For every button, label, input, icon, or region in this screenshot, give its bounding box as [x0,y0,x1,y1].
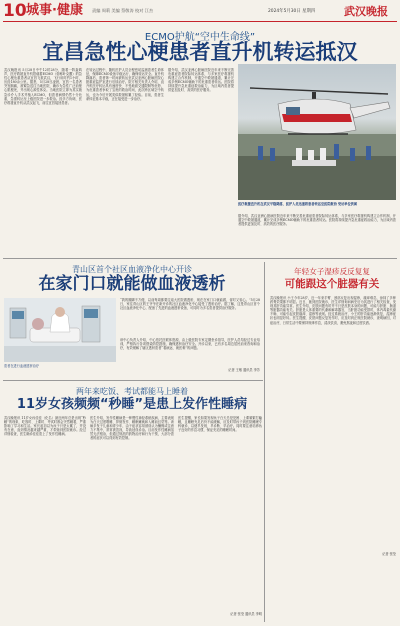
article-kicker: 年轻女子湿疹反反复复 [294,267,370,276]
article-body: 武汉晚报讯 小王今年28岁，近一年来手臂、颈部反复出现湿疹，瘙痒难忍，涂抹了多种药膏效果都不明显。近日，她到医院就诊，医生详细询问病史后为其进行了相关检查，发现其肝功能异常。医生介绍，皮肤问题有时并不只是皮肤本身的问题，可能与肝脏、肠道等脏器功能有关。肝脏是人体重要的代谢和解毒器官，当肝脏功能受损时，体内毒素代谢不畅，可能引起皮肤瘙痒、湿疹等表现。经过系统治疗，小王的肝功能逐渐恢复，湿疹症状也明显好转。医生提醒，皮肤问题反复发作时，应及时到正规医院就诊，查明病因，对症治疗，日常生活中要保持规律作息，清淡饮食，避免熬夜和过度饮酒。 [270,296,396,325]
byline: 记者 张莹 通讯员 李明 [230,612,262,616]
article-headline: 可能跟这个脏器有关 [284,278,380,290]
article-body-col1: 武汉晚报讯 11岁女孩佳佳（化名）最近两年总是出现“秒睡”的现象，吃饭时、上课时、考试时都会突然睡着，严重影响了学习和生活。家长起初以为孩子只是太累了，并没有在意，直到情况越来越严重，才带她到医院就诊。经过详细检查，医生确诊佳佳患上了发作性睡病。 [4,416,86,437]
article-ecmo-transfer [0,24,400,258]
byline: 记者 张莹 [382,552,396,556]
article-headline: 在家门口就能做血液透析 [38,274,226,294]
article-body-col1: 武汉晚报讯 5月28日中午12时28分，随着一阵轰鸣声，医疗救援直升机搭载着ECMO（俗称叶克膜）的急性心梗危重患者从宜昌飞抵武汉，飞行用时约1小时，历经180余公里。据悉，5月28日凌晨，宜昌一名患者突发胸痛，被紧急送往当地医院，确诊为急性广泛前壁心肌梗死，并出现心源性休克。当地医院立即为其实施急诊介入手术并植入ECMO，但患者病情仍然十分危重，急需转运至上级医院进一步救治。经多方协调，医疗救援直升机从武汉起飞，前往宜昌接回患者。 [4,68,82,105]
article-headline: 宜昌急性心梗患者直升机转运抵汉 [42,40,358,64]
helicopter-photo [238,64,396,200]
column-rule [264,262,265,622]
article-body-col3: 医生提醒，家长如果发现孩子白天总是犯困、上课频繁打瞌睡，且睡眠充足后仍不能缓解，应及时带孩子到医院睡眠专科就诊，以便早发现、早诊断、早治疗。同时要注意培养孩子良好的作息习惯，保证充足的睡眠时间。 [178,416,262,433]
photo-credit: 受访单位供图 [337,202,358,206]
article-body-col2: 在转运过程中，随机医护人员全程密切监测患者生命体征，保障ECMO设备平稳运行，确保转运安全。直升机降落后，患者第一时间被转运至武汉亚洲心脏病医院心脏重症监护室进行后续治疗。院方相关负责人介绍，直升机医疗转运具有速度快、不受地面交通限制等优势，为危重患者争取了宝贵的救治时间，此次跨区域空中转运，也为今后开展类似救援积累了经验。目前，患者生命体征基本平稳，正在接受进一步治疗。 [86,68,164,101]
article-kicker: 青山区首个社区血液净化中心开诊 [72,265,192,274]
section-divider [3,380,263,381]
article-body-col2: 该中心负责人介绍，中心依托医联体资源，由上级医院专家定期坐诊指导，医护人员均经过专业培训，严格执行各项感染防控措施，确保透析治疗安全。开诊以来，已有多名周边居民前来咨询和治疗，有效缓解了辖区透析患者“看病远、就医难”的问题。 [120,338,260,351]
article-dialysis-center [0,260,264,378]
paper-logo: 武汉晚报 [344,5,388,18]
photo-caption: 患者在进行血液透析治疗 [4,364,40,368]
masthead [0,0,400,24]
article-headline: 11岁女孩频频“秒睡”是患上发作性睡病 [16,397,248,412]
section-title: 城事·健康 [26,3,83,18]
section-divider [3,258,397,259]
issue-date: 2024年5月30日 星期四 [268,9,316,14]
article-body-col1: “我的腿脚不方便，以前每周都要往返大医院做透析，现在在家门口就能做，省时又省心。”5月28日，家住青山区的王爷爷在新开诊的社区血液净化中心接受了透析治疗。据了解，这是青山区首个社区血液净化中心，配备了先进的血液透析设备，可同时为多名患者提供治疗服务。 [120,298,260,311]
article-body-col3: 据介绍，武汉亚洲心脏病医院近年来不断完善危重症患者院际转运体系，与多家医疗救援机构建立合作机制，开通空中救援通道，累计完成多例ECMO辅助下的危重患者转运。医院将持续提升急危重症救治能力，为区域内患者提供更加及时、高效的医疗服务。 [168,68,234,93]
masthead-rule [3,21,397,22]
article-body-col2: 医生介绍，发作性睡病是一种慢性神经系统疾病，主要表现为白天过度嗜睡、猝倒发作、睡眠瘫痪和入睡前幻觉等。该病多发于儿童和青少年，由于症状容易被误认为懒惰或注意力不集中，常常被忽视，导致延误诊治。目前发作性睡病虽然无法根治，但通过规范的药物治疗和行为干预，大部分患者的症状可以得到有效控制。 [90,416,174,441]
article-kicker: 两年来吃饭、考试都能马上睡着 [76,387,188,396]
article-kicker: ECMO护航“空中生命线” [144,32,256,43]
photo-caption-text: 医疗救援直升机在武汉平稳降落，医护人员迅速将患者转运至医院救治 [238,202,338,206]
byline: 记者 王敏 通讯员 李芳 [228,368,260,372]
article-body-col4: 据介绍，武汉亚洲心脏病医院近年来不断完善危重症患者院际转运体系，与多家医疗救援机构建立合作机制，开通空中救援通道，累计完成多例ECMO辅助下的危重患者转运。医院将持续提升急危重症救治能力，为区域内患者提供更加及时、高效的医疗服务。 [238,214,396,227]
editor-credits: 责编 周莉 美编 蔡敬涛 校对 江杰 [92,8,154,13]
photo-caption [238,202,396,212]
page-number: 10 [3,1,27,21]
dialysis-photo [4,298,116,362]
article-narcolepsy [0,382,400,626]
